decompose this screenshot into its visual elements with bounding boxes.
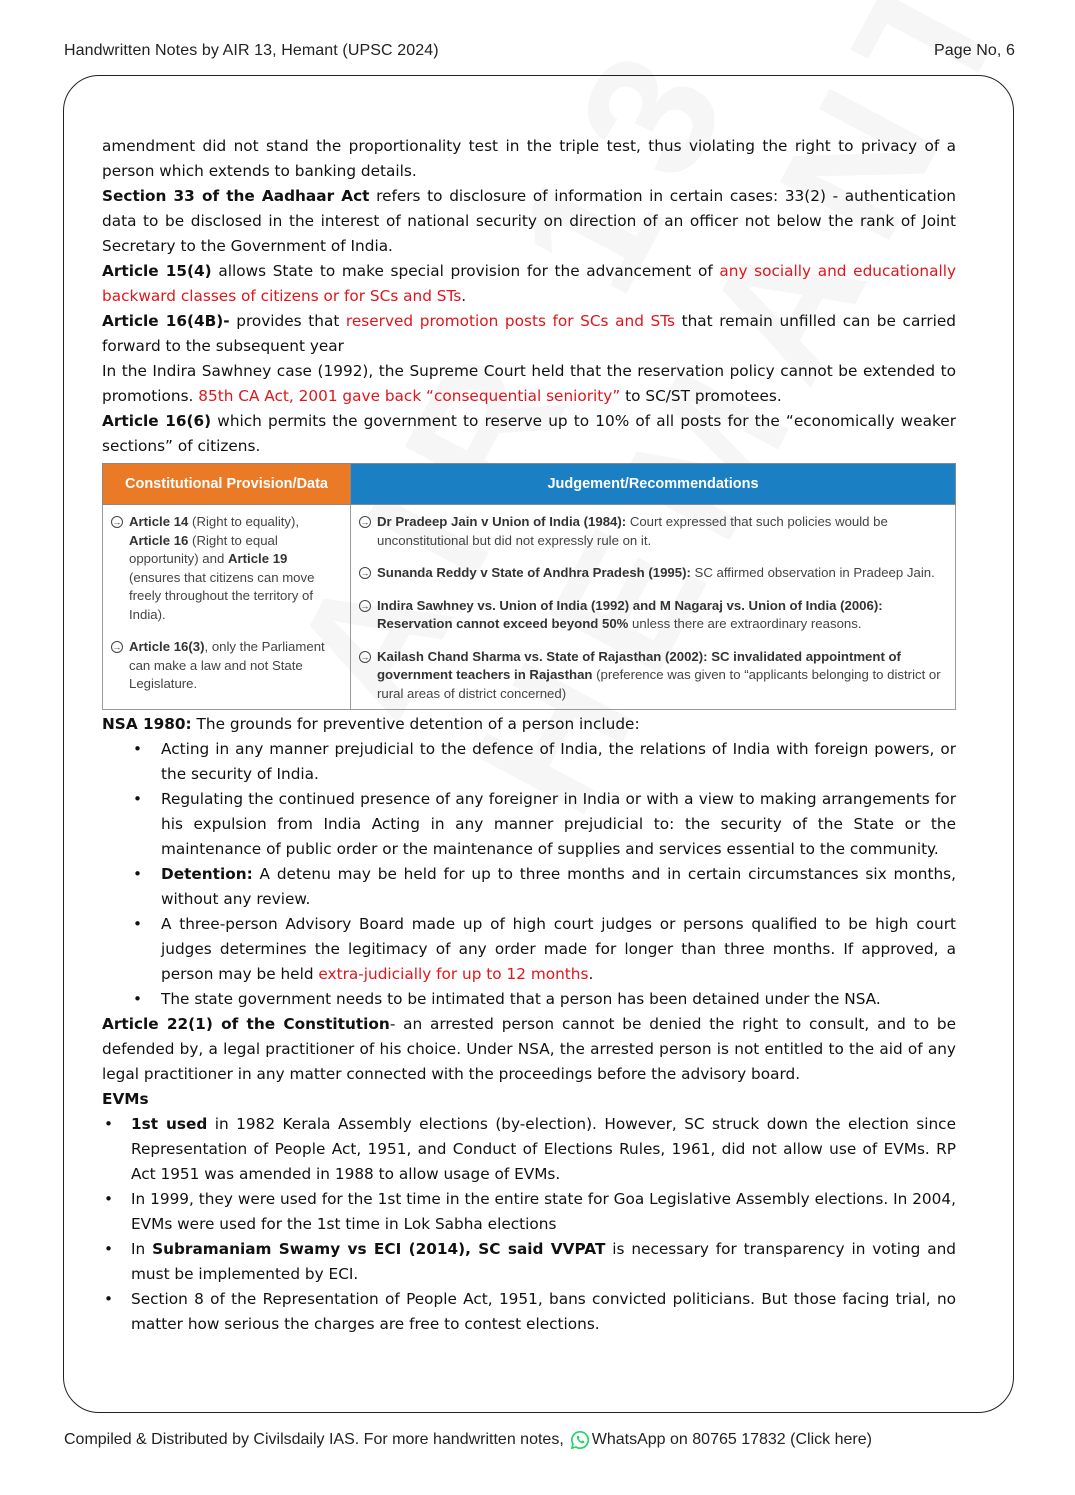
judgement-text: Kailash Chand Sharma vs. State of Rajasthan (2002): SC invalidated appointment of government teachers in Rajasthan (preference was given to “applicants belonging to district or rural areas of district concerned) (377, 648, 941, 701)
case-name: Kailash Chand Sharma vs. State of Rajasthan (2002): SC invalidated appointment of government teachers in Rajasthan (377, 648, 901, 682)
judgement-item (359, 513, 947, 550)
case-name: Article 16(3) (129, 639, 205, 654)
highlight: extra-judicially for up to 12 months (318, 965, 589, 983)
list-item: • A three-person Advisory Board made up of high court judges or persons qualified to be high court judges determines the legitimacy of any order made for longer than three months. If approved, a person may be held extra-judicially for up to 12 months. (102, 912, 956, 987)
judgement-cell (351, 505, 956, 710)
term-article-15-4: Article 15(4) (102, 262, 212, 280)
nsa-grounds-list (102, 737, 956, 1012)
document-title: Handwritten Notes by AIR 13, Hemant (UPSC 2024) (64, 42, 439, 59)
judgement-text: Sunanda Reddy v State of Andhra Pradesh (1995): SC affirmed observation in Pradeep Jain. (377, 565, 935, 580)
circled-arrow-icon: → (360, 600, 370, 611)
provision-cell (103, 505, 351, 710)
term-article-16-6: Article 16(6) (102, 412, 212, 430)
circled-arrow-icon: → (112, 517, 122, 527)
case-name: Dr Pradeep Jain v Union of India (1984): (377, 514, 627, 529)
page-number: Page No, 6 (933, 42, 1015, 59)
provision-list (111, 513, 342, 694)
provision-judgement-table (102, 463, 956, 710)
paragraph-article-16-4b: Article 16(4B)- provides that reserved promotion posts for SCs and STs that remain unfilled can be carried forward to the subsequent year (102, 312, 956, 355)
provision-text: Article 16(3), only the Parliament can make a law and not State Legislature. (129, 639, 325, 691)
provision-text: Article 14 (Right to equality), Article 16 (Right to equal opportunity) and Article 19 (ensures that citizens can move freely throughout the territory of India). (129, 514, 315, 622)
list-item: • In Subramaniam Swamy vs ECI (2014), SC said VVPAT is necessary for transparency in voting and must be implemented by ECI. (102, 1237, 956, 1287)
list-item: • In 1999, they were used for the 1st time in the entire state for Goa Legislative Assembly elections. In 2004, EVMs were used for the 1st time in Lok Sabha elections (102, 1187, 956, 1237)
paragraph-aadhaar-privacy: amendment did not stand the proportionality test in the triple test, thus violating the right to privacy of a person which extends to banking details. (102, 137, 956, 180)
paragraph-indira-sawhney: In the Indira Sawhney case (1992), the Supreme Court held that the reservation policy cannot be extended to promotions. 85th CA Act, 2001 gave back “consequential seniority” to SC/ST promotees. (102, 362, 956, 405)
case-name: Indira Sawhney vs. Union of India (1992) and M Nagaraj vs. Union of India (2006): Reservation cannot exceed beyond 50% (377, 597, 883, 631)
whatsapp-icon[interactable] (570, 1430, 590, 1450)
page-header (64, 42, 1015, 60)
paragraph-article-15-4: Article 15(4) allows State to make special provision for the advancement of any socially and educationally backward classes of citizens or for SCs and STs. (102, 262, 956, 305)
term-section-33: Section 33 of the Aadhaar Act (102, 187, 370, 205)
term-article-16-4b: Article 16(4B)- (102, 312, 230, 330)
notes-content (102, 134, 956, 1337)
list-item: • Section 8 of the Representation of People Act, 1951, bans convicted politicians. But those facing trial, no matter how serious the charges are free to contest elections. (102, 1287, 956, 1337)
case-name: Article 14 (129, 514, 189, 529)
highlight: 85th CA Act, 2001 gave back “consequential seniority” (198, 387, 621, 405)
judgement-item (359, 564, 947, 583)
list-item: • Regulating the continued presence of any foreigner in India or with a view to making arrangements for his expulsion from India Acting in any manner prejudicial to: the security of the State or the maintenance of public order or the maintenance of supplies and services essential to the community. (102, 787, 956, 862)
case-name: Article 19 (227, 551, 288, 566)
judgement-list (359, 513, 947, 703)
paragraph-section-33: Section 33 of the Aadhaar Act refers to disclosure of information in certain cases: 33(2) - authentication data to be disclosed in the interest of national security on direction of an officer not below the rank of Joint Secretary to the Government of India. (102, 187, 956, 255)
table-header-judgement: Judgement/Recommendations (351, 464, 956, 505)
evms-heading: EVMs (102, 1090, 149, 1108)
evms-list (102, 1112, 956, 1337)
list-item: • Acting in any manner prejudicial to the defence of India, the relations of India with foreign powers, or the security of India. (102, 737, 956, 787)
nsa-heading: NSA 1980: The grounds for preventive detention of a person include: (102, 715, 640, 733)
provision-item (111, 638, 342, 694)
list-item: • The state government needs to be intimated that a person has been detained under the NSA. (102, 987, 956, 1012)
case-name: Article 16 (129, 532, 189, 548)
circled-arrow-icon: → (112, 642, 122, 652)
page-footer (64, 1430, 872, 1450)
whatsapp-link[interactable]: WhatsApp on 80765 17832 (Click here) (591, 1431, 872, 1448)
footer-credit: Compiled & Distributed by Civilsdaily IAS. For more handwritten notes, (64, 1431, 564, 1448)
circled-arrow-icon: → (360, 651, 370, 662)
circled-arrow-icon: → (360, 517, 370, 527)
list-item: • Detention: A detenu may be held for up to three months and in certain circumstances six months, without any review. (102, 862, 956, 912)
judgement-text: Indira Sawhney vs. Union of India (1992) and M Nagaraj vs. Union of India (2006): Reservation cannot exceed beyond 50% unless there are extraordinary reasons. (377, 597, 883, 631)
highlight: reserved promotion posts for SCs and STs (345, 312, 676, 330)
judgement-item (359, 648, 947, 704)
circled-arrow-icon: → (360, 568, 370, 578)
paragraph-article-16-6: Article 16(6) which permits the government to reserve up to 10% of all posts for the “economically weaker sections” of citizens. (102, 412, 956, 455)
judgement-text: Dr Pradeep Jain v Union of India (1984): Court expressed that such policies would be unconstitutional but did not expressly rule on it. (377, 514, 888, 548)
case-name: Sunanda Reddy v State of Andhra Pradesh (1995): (377, 565, 691, 580)
list-item: • 1st used in 1982 Kerala Assembly elections (by-election). However, SC struck down the election since Representation of People Act, 1951, and Conduct of Elections Rules, 1961, did not allow use of EVMs. RP Act 1951 was amended in 1988 to allow usage of EVMs. (102, 1112, 956, 1187)
provision-item (111, 513, 342, 624)
judgement-item (359, 597, 947, 634)
highlight: any socially and educationally backward classes of citizens or for SCs and STs (102, 262, 956, 305)
table-header-provision: Constitutional Provision/Data (103, 464, 351, 505)
paragraph-article-22: Article 22(1) of the Constitution- an arrested person cannot be denied the right to consult, and to be defended by, a legal practitioner of his choice. Under NSA, the arrested person is not entitled to the aid of any legal practitioner in any matter connected with the proceedings before the advisory board. (102, 1015, 956, 1083)
